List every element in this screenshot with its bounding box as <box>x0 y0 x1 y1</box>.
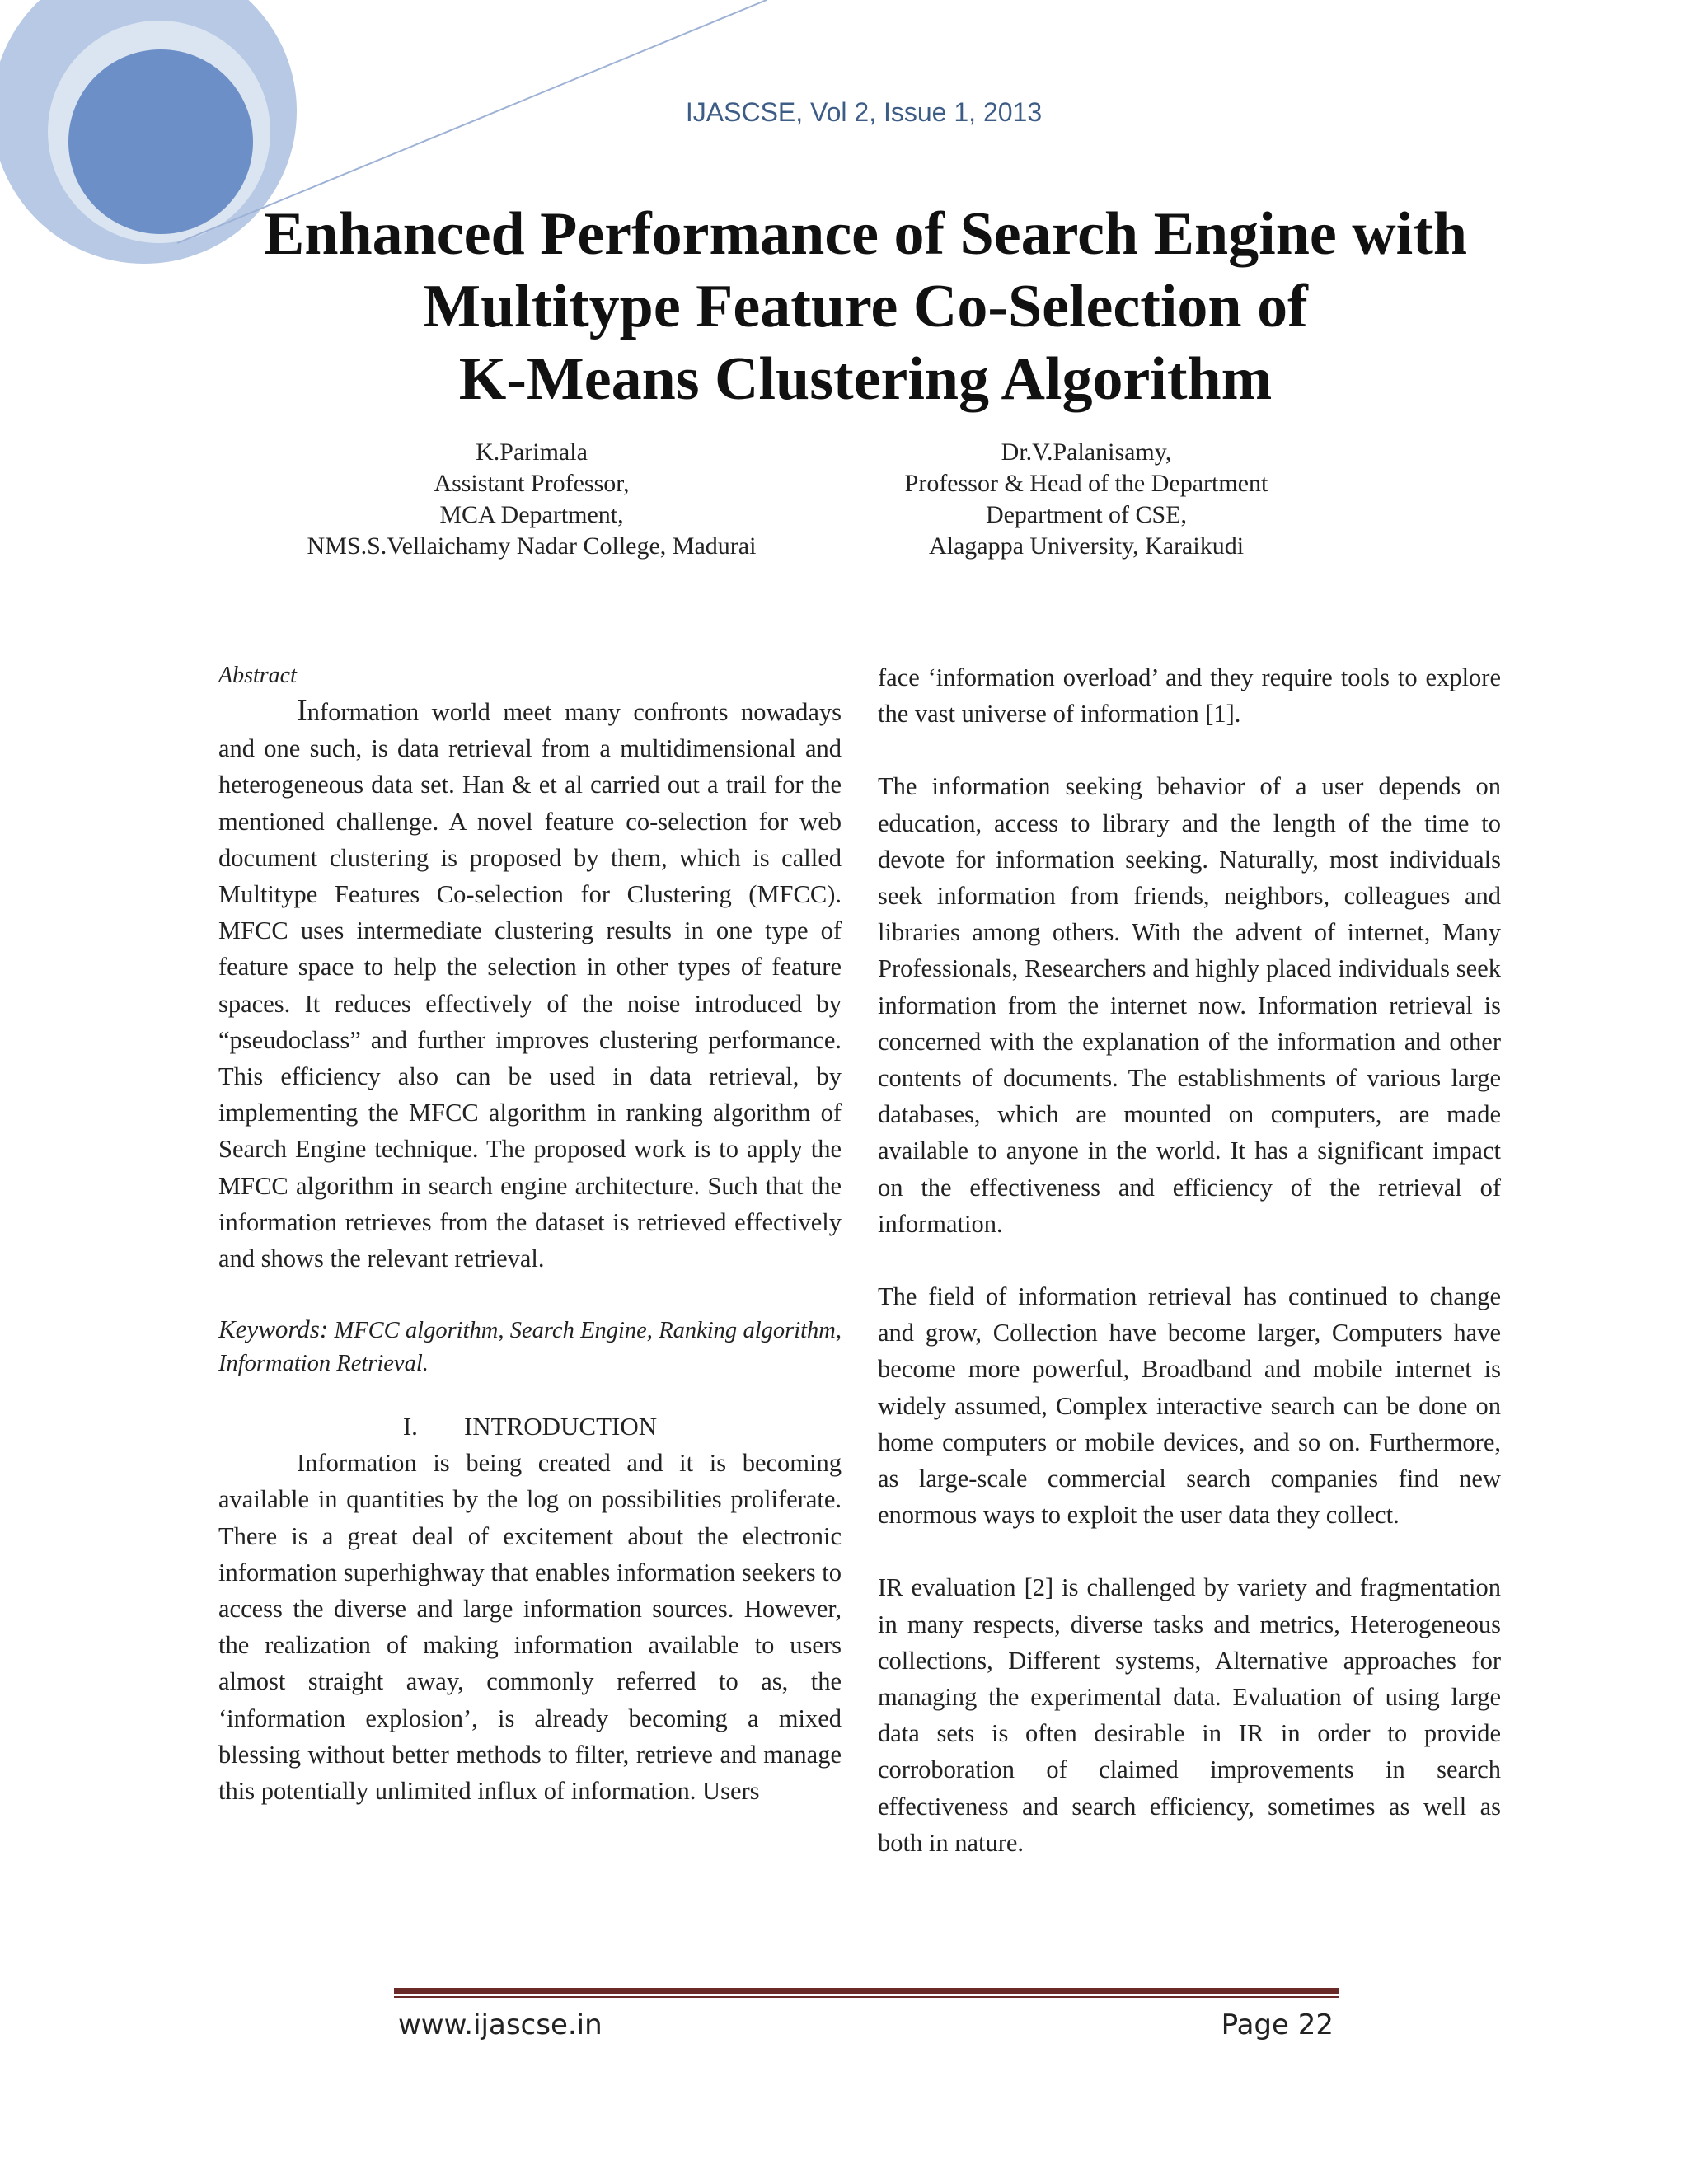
author-institution: Alagappa University, Karaikudi <box>928 532 1245 560</box>
intro-paragraph-3: The field of information retrieval has continued to change and grow, Collection have become larger, Computers have become more powerful, Broadband and mobile internet is widely assumed, Complex interactive search can be done on home computers or mobile devices, and so on. Furthermore, as large-scale commercial search companies find new enormous ways to exploit the user data they collect. <box>878 1282 1501 1530</box>
footer-website: www.ijascse.in <box>398 2008 603 2041</box>
author-block-2 <box>542 437 1630 562</box>
footer-page-number: Page 22 <box>1221 2008 1334 2041</box>
keywords <box>218 1313 842 1380</box>
abstract-text <box>218 692 842 1277</box>
section-heading-introduction <box>218 1408 842 1445</box>
author-name: Dr.V.Palanisamy, <box>1001 438 1172 466</box>
author-department: Department of CSE, <box>985 501 1188 528</box>
abstract-body: nformation world meet many confronts nowadays and one such, is data retrieval from a multidimensional and heterogeneous data set. Han & et al carried out a trail for the mentioned challenge. A novel feature co-selection for web document clustering is proposed by them, which is called Multitype Features Co-selection for Clustering (MFCC). MFCC uses intermediate clustering results in one type of feature space to help the selection in other types of feature spaces. It reduces effectively of the noise introduced by “pseudoclass” and further improves clustering performance. This efficiency also can be used in data retrieval, by implementing the MFCC algorithm in ranking algorithm of Search Engine technique. The proposed work is to apply the MFCC algorithm in search engine architecture. Such that the information retrieves from the dataset is retrieved effectively and shows the relevant retrieval. <box>218 698 842 1273</box>
intro-paragraph-1: Information is being created and it is becoming available in quantities by the log on possibilities proliferate. There is a great deal of excitement about the electronic information superhighway that enables information seekers to access the diverse and large information sources. However, the realization of making information available to users almost straight away, commonly referred to as, the ‘information explosion’, is already becoming a mixed blessing without better methods to filter, retrieve and manage this potentially unlimited influx of information. Users <box>218 1449 842 1806</box>
author-position: Professor & Head of the Department <box>904 470 1268 497</box>
title-line: K-Means Clustering Algorithm <box>458 345 1273 413</box>
left-column <box>218 659 842 1809</box>
footer-rule-thick <box>394 1988 1339 1994</box>
abstract-label: Abstract <box>218 663 297 688</box>
paper-title <box>165 198 1566 415</box>
intro-paragraph-1-continued: face ‘information overload’ and they require tools to explore the vast universe of information [1]. <box>878 663 1501 729</box>
abstract-drop-letter: I <box>297 693 307 728</box>
author-department: MCA Department, <box>439 501 624 528</box>
journal-header: IJASCSE, Vol 2, Issue 1, 2013 <box>685 97 1043 127</box>
section-title: INTRODUCTION <box>463 1412 658 1441</box>
footer-rule-thin <box>394 1996 1339 1998</box>
keywords-label: Keywords: <box>218 1315 329 1344</box>
title-line: Multitype Feature Co-Selection of <box>423 273 1308 340</box>
author-position: Assistant Professor, <box>434 470 630 497</box>
right-column <box>878 659 1501 1861</box>
keywords-text: MFCC algorithm, Search Engine, Ranking algorithm, Information Retrieval. <box>218 1318 842 1377</box>
intro-paragraph-4: IR evaluation [2] is challenged by variety and fragmentation in many respects, diverse tasks and metrics, Heterogeneous collections, Different systems, Alternative approaches for managing the experimental data. Evaluation of using large data sets is often desirable in IR in order to provide corroboration of claimed improvements in search effectiveness and search efficiency, sometimes as well as both in nature. <box>878 1573 1501 1857</box>
author-institution: NMS.S.Vellaichamy Nadar College, Madurai <box>307 532 757 560</box>
title-line: Enhanced Performance of Search Engine with <box>263 200 1468 268</box>
intro-paragraph-2: The information seeking behavior of a user depends on education, access to library and the length of the time to devote for information seeking. Naturally, most individuals seek information from friends, neighbors, colleagues and libraries among others. With the advent of internet, Many Professionals, Researchers and highly placed individuals seek information from the internet now. Information retrieval is concerned with the explanation of the information and other contents of documents. The establishments of various large databases, which are mounted on computers, are made available to anyone in the world. It has a significant impact on the effectiveness and efficiency of the retrieval of information. <box>878 772 1501 1238</box>
section-number: I. <box>402 1412 418 1441</box>
author-name: K.Parimala <box>476 438 588 466</box>
